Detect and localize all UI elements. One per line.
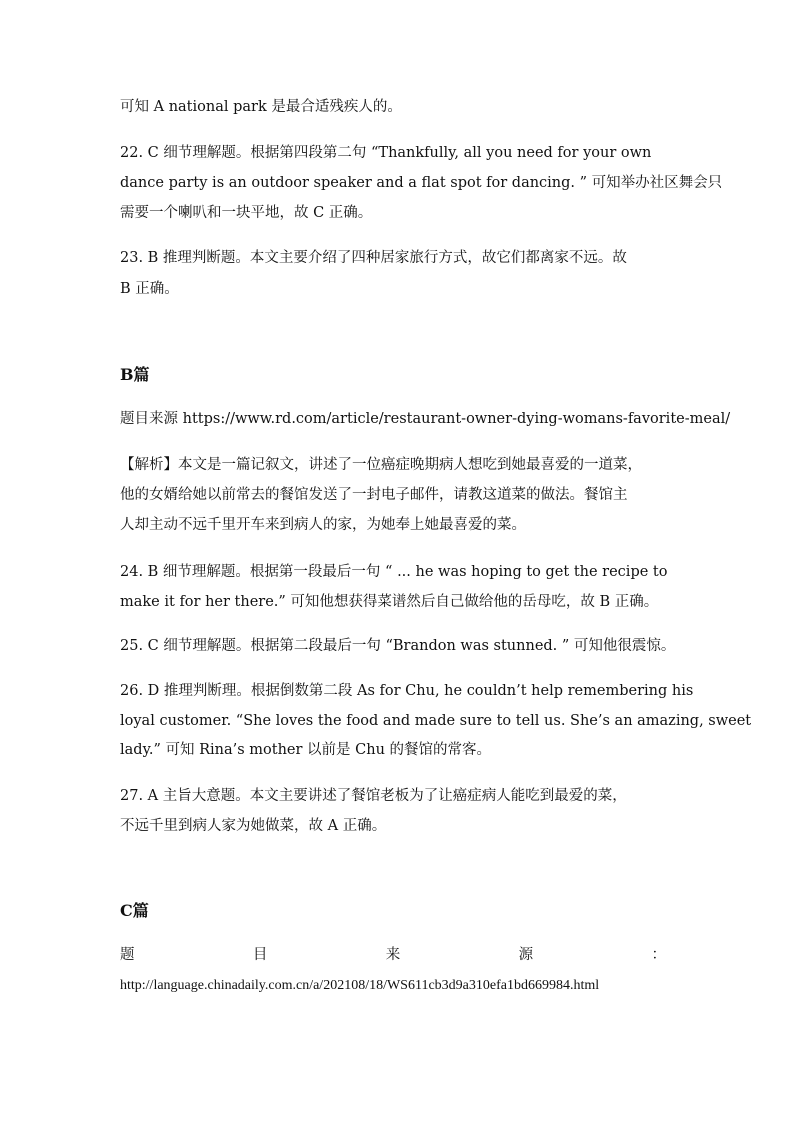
answer-26-line-1: 26. D 推理判断理。根据倒数第二段 As for Chu, he couldn’t help remembering his — [120, 683, 694, 699]
answer-22-line-1: 22. C 细节理解题。根据第四段第二句 “Thankfully, all you need for your own — [120, 145, 652, 161]
answer-24-line-1: 24. B 细节理解题。根据第一段最后一句 “ ... he was hoping to get the recipe to — [120, 564, 668, 580]
section-c-heading: C篇 — [120, 901, 149, 920]
section-b-source: 题目来源 https://www.rd.com/article/restaurant-owner-dying-womans-favorite-meal/ — [120, 411, 731, 427]
text-line: 可知 A national park 是最合适残疾人的。 — [120, 99, 402, 115]
answer-23-line-1: 23. B 推理判断题。本文主要介绍了四种居家旅行方式，故它们都离家不远。故 — [120, 250, 627, 266]
answer-27-line-2: 不远千里到病人家为她做菜，故 A 正确。 — [120, 818, 387, 834]
section-b-analysis-line-1: 【解析】本文是一篇记叙文，讲述了一位癌症晚期病人想吃到她最喜爱的一道菜， — [120, 457, 642, 473]
answer-26-line-3: lady.” 可知 Rina’s mother 以前是 Chu 的餐馆的常客。 — [120, 742, 492, 758]
section-b-analysis-line-2: 他的女婿给她以前常去的餐馆发送了一封电子邮件，请教这道菜的做法。餐馆主 — [120, 487, 628, 503]
answer-22-line-2: dance party is an outdoor speaker and a flat spot for dancing. ” 可知举办社区舞会只 — [120, 175, 723, 191]
answer-22-line-3: 需要一个喇叭和一块平地，故 C 正确。 — [120, 205, 373, 221]
answer-23-line-2: B 正确。 — [120, 281, 179, 297]
source-char: ： — [651, 947, 666, 963]
source-char: 源 — [518, 947, 534, 963]
answer-25-line-1: 25. C 细节理解题。根据第二段最后一句 “Brandon was stunned. ” 可知他很震惊。 — [120, 638, 676, 654]
source-char: 来 — [385, 947, 401, 963]
section-c-source-url: http://language.chinadaily.com.cn/a/202108/18/WS611cb3d9a310efa1bd669984.html — [120, 978, 600, 993]
answer-27-line-1: 27. A 主旨大意题。本文主要讲述了餐馆老板为了让癌症病人能吃到最爱的菜， — [120, 788, 627, 804]
answer-26-line-2: loyal customer. “She loves the food and made sure to tell us. She’s an amazing, sweet — [120, 713, 752, 729]
source-char: 目 — [252, 947, 268, 963]
section-b-analysis-line-3: 人却主动不远千里开车来到病人的家，为她奉上她最喜爱的菜。 — [120, 517, 526, 533]
section-b-heading: B篇 — [120, 365, 150, 384]
source-char: 题 — [120, 947, 135, 963]
answer-24-line-2: make it for her there.” 可知他想获得菜谱然后自己做给他的岳母吃，故 B 正确。 — [120, 594, 659, 610]
section-c-source-label — [120, 945, 666, 965]
